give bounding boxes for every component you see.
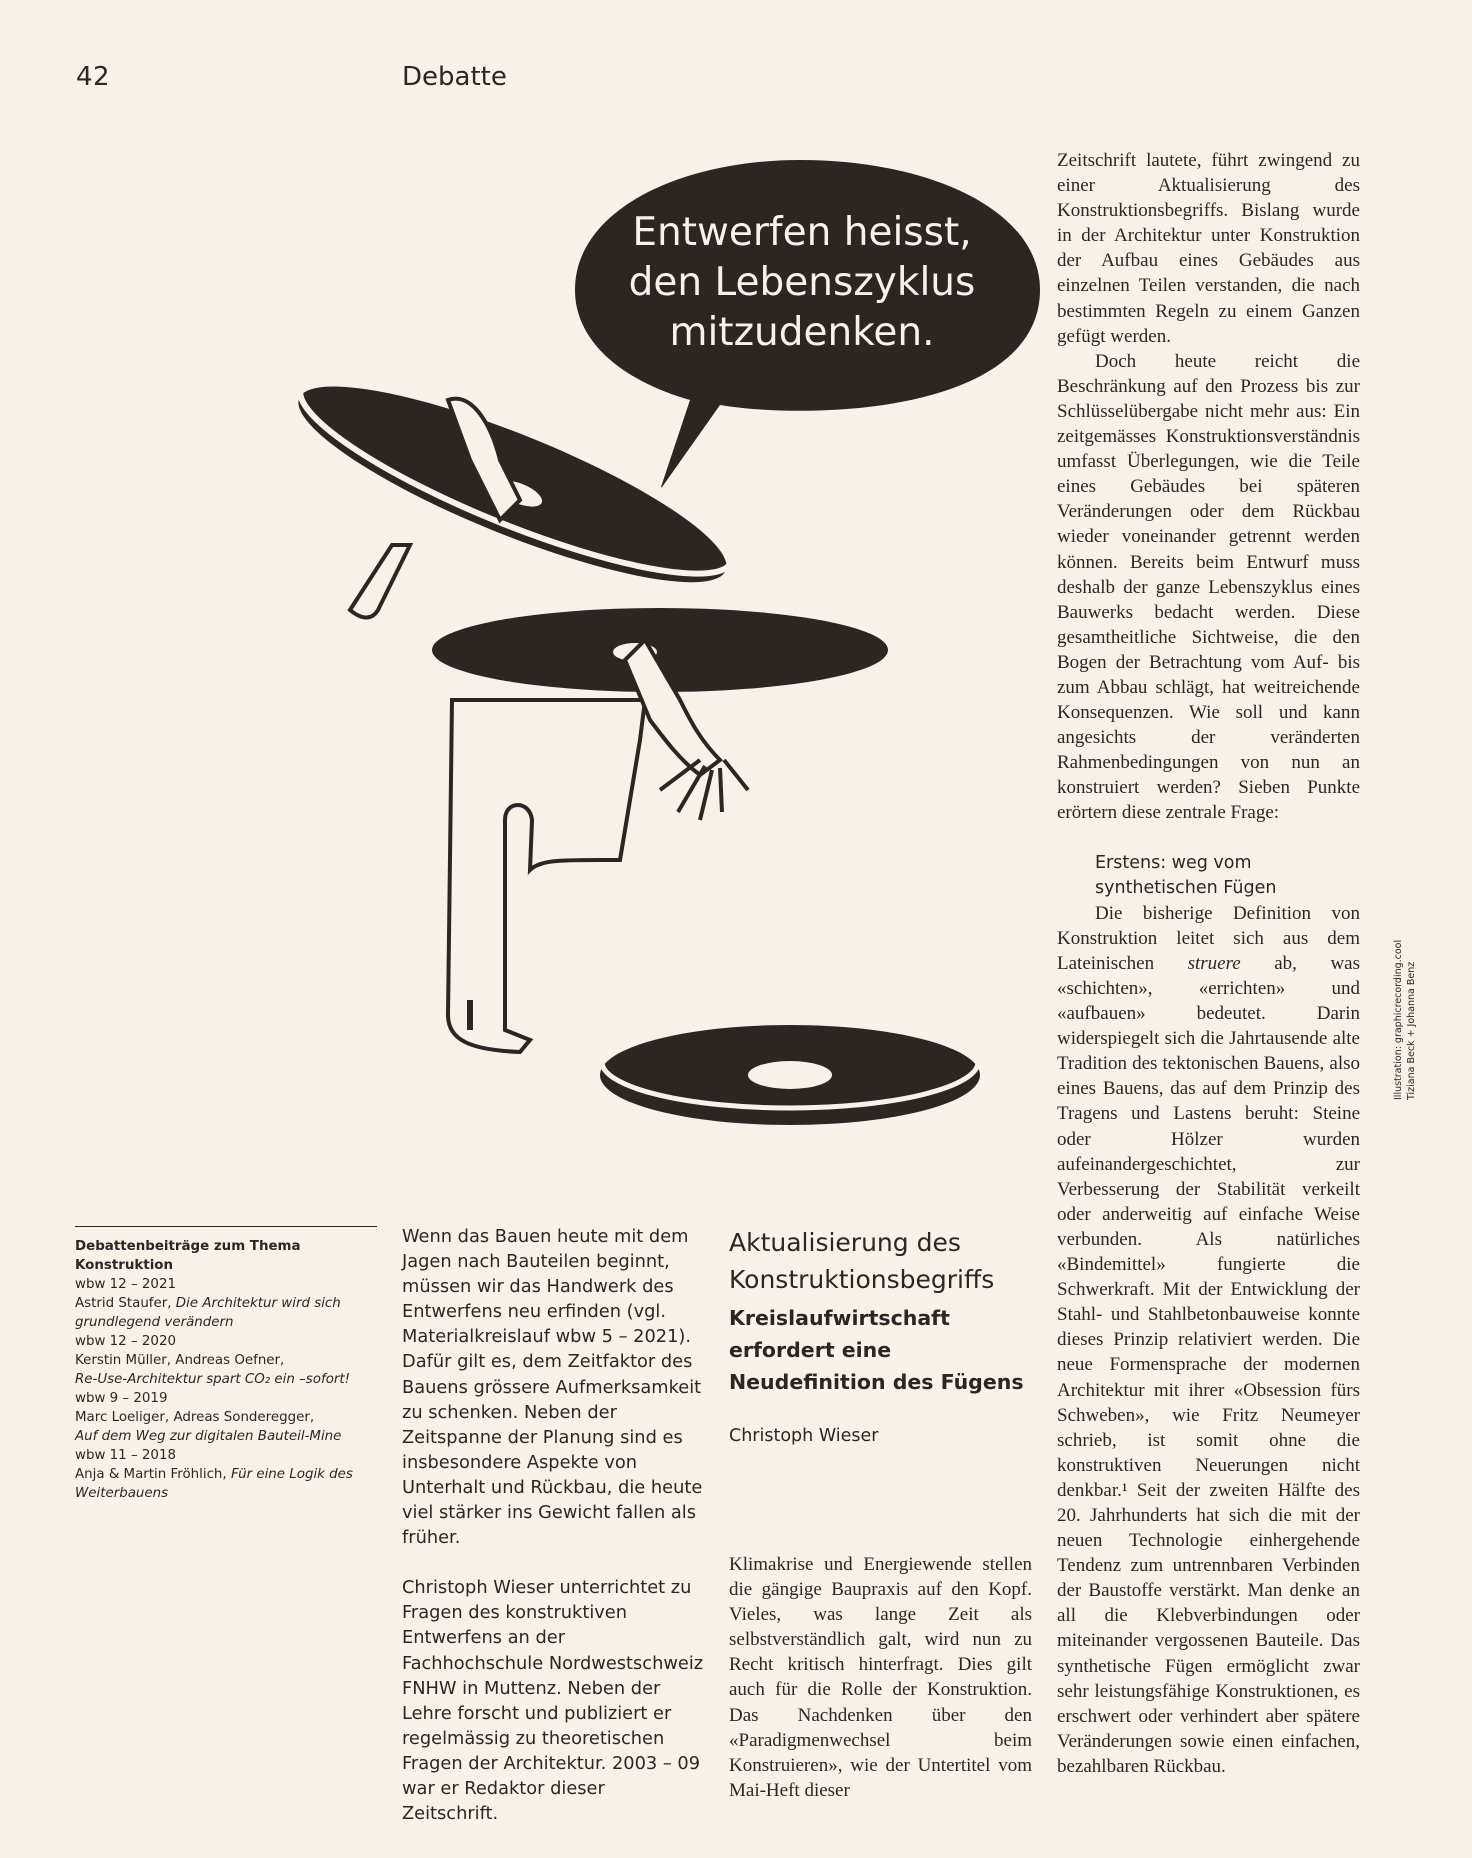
- reference-item: [75, 1275, 377, 1332]
- reference-item: [75, 1389, 377, 1446]
- subheading-line: Erstens: weg vom: [1095, 852, 1252, 873]
- page-number: 42: [76, 62, 111, 92]
- article-body-right: [1057, 148, 1360, 1779]
- reference-title: Re-Use-Architektur spart CO₂ ein –sofort!: [75, 1372, 351, 1387]
- article-title: Aktualisierung des Konstruktionsbegriffs: [729, 1228, 995, 1294]
- body-paragraph: [1057, 901, 1360, 1779]
- article-body-start: Klimakrise und Energiewende stellen die gängige Baupraxis auf den Kopf. Vieles, was lange Zeit als selbstverständlich galt, wird nun zu Recht kritisch hinterfragt. Dies gilt auch für die Rolle der Konstruktion. Das Nachdenken über den «Paradigmenwechsel beim Konstruieren», wie der Untertitel vom Mai-Heft dieser: [729, 1554, 1032, 1801]
- reference-title: Auf dem Weg zur digitalen Bauteil-Mine: [75, 1429, 342, 1444]
- reference-author: Astrid Staufer,: [75, 1296, 176, 1311]
- reference-issue: wbw 9 – 2019: [75, 1391, 168, 1406]
- references-heading: Debattenbeiträge zum Thema Konstruktion: [75, 1239, 301, 1273]
- speech-line: mitzudenken.: [669, 310, 935, 355]
- article-subtitle: Kreislaufwirtschaft erfordert eine Neudefinition des Fügens: [729, 1306, 1024, 1394]
- credit-line: Illustration: graphicrecording.cool: [1393, 939, 1404, 1100]
- illustration-credit: [1392, 840, 1418, 1100]
- references-box: [75, 1226, 377, 1503]
- reference-issue: wbw 11 – 2018: [75, 1448, 176, 1463]
- reference-item: [75, 1446, 377, 1503]
- latin-word: struere: [1187, 952, 1241, 974]
- speech-bubble-text: [582, 208, 1022, 358]
- body-paragraph: Doch heute reicht die Beschränkung auf den Prozess bis zur Schlüsselübergabe nicht mehr aus: Ein zeitgemässes Konstruktionsverständnis umfasst Überlegungen, wie die Teile eines Gebäudes bei späteren Veränderungen oder dem Rückbau wieder voneinander getrennt werden können. Bereits beim Entwurf muss deshalb der ganze Lebenszyklus eines Bauwerks bedacht werden. Diese gesamtheitliche Sichtweise, die den Bogen der Betrachtung vom Auf- bis zum Abbau schlägt, hat weitreichende Konsequenzen. Wie soll und kann angesichts der veränderten Rahmenbedingungen von nun an konstruiert werden? Sieben Punkte erörtern diese zentrale Frage:: [1057, 350, 1360, 824]
- reference-issue: wbw 12 – 2020: [75, 1334, 176, 1349]
- speech-line: den Lebenszyklus: [628, 260, 976, 305]
- section-title: Debatte: [402, 62, 507, 92]
- article-author: Christoph Wieser: [729, 1426, 879, 1446]
- subheading-line: synthetischen Fügen: [1095, 877, 1277, 898]
- reference-author: Marc Loeliger, Adreas Sonderegger,: [75, 1410, 315, 1425]
- reference-issue: wbw 12 – 2021: [75, 1277, 176, 1292]
- subheading: [1095, 851, 1360, 901]
- speech-line: Entwerfen heisst,: [632, 210, 972, 255]
- text-run: Die bisherige Definition von Konstruktion leitet sich aus dem Lateinischen: [1057, 902, 1360, 974]
- reference-author: Kerstin Müller, Andreas Oefner,: [75, 1353, 285, 1368]
- lead-column: [402, 1224, 705, 1826]
- author-bio: Christoph Wieser unterrichtet zu Fragen des konstruktiven Entwerfens an der Fachhochschule Nordwestschweiz FNHW in Muttenz. Neben der Lehre forscht und publiziert er regelmässig zu theoretischen Fragen der Architektur. 2003 – 09 war er Redaktor dieser Zeitschrift.: [402, 1577, 704, 1825]
- reference-title: Die Architektur wird sich grundlegend verändern: [75, 1296, 341, 1330]
- body-paragraph: Zeitschrift lautete, führt zwingend zu einer Aktualisierung des Konstruktionsbegriffs. Bislang wurde in der Architektur unter Konstruktion der Aufbau eines Gebäudes aus einzelnen Teilen verstanden, die nach bestimmten Regeln zu einem Ganzen gefügt werden.: [1057, 150, 1360, 347]
- reference-item: [75, 1332, 377, 1389]
- reference-author: Anja & Martin Fröhlich,: [75, 1467, 231, 1482]
- reference-title: Für eine Logik des Weiterbauens: [75, 1467, 353, 1501]
- article-header: [729, 1224, 1049, 1446]
- credit-line: Tiziana Beck + Johanna Benz: [1406, 961, 1417, 1100]
- text-run: ab, was «schichten», «errichten» und «aufbauen» bedeutet. Darin widerspiegelt sich die Jahrtausende alte Tradition des tektonischen Bauens, also eines Bauens, das auf dem Prinzip des Tragens und Lastens beruht: Steine oder Hölzer wurden aufeinandergeschichtet, zur Verbesserung der Stabilität verkeilt oder anderweitig auf einfache Weise verbunden. Als natürliches «Bindemittel» fungierte die Schwerkraft. Mit der Entwicklung der Stahl- und Stahlbetonbauweise konnte dieses Prinzip relativiert werden. Die neue Formensprache der modernen Architektur mit ihrer «Obsession fürs Schweben», wie Fritz Neumeyer schrieb, ist somit ohne die konstruktiven Neuerungen nicht denkbar.¹ Seit der zweiten Hälfte des 20. Jahrhunderts hat sich die mit der neuen Technologie einhergehende Tendenz zum untrennbaren Verbinden der Baustoffe verstärkt. Man denke an all die Klebverbindungen oder miteinander vergossenen Bauteile. Das synthetische Fügen ermöglicht zwar sehr leistungsfähige Konstruktionen, es erschwert oder verhindert aber spätere Veränderungen sowie einen einfachen, bezahlbaren Rückbau.: [1057, 952, 1360, 1777]
- figure-body: [448, 700, 645, 1052]
- lead-text: Wenn das Bauen heute mit dem Jagen nach Bauteilen beginnt, müssen wir das Handwerk des Entwerfens neu erfinden (vgl. Materialkreislauf wbw 5 – 2021). Dafür gilt es, dem Zeitfaktor des Bauens grössere Aufmerksamkeit zu schenken. Neben der Zeitspanne der Planung sind es insbesondere Aspekte von Unterhalt und Rückbau, die heute viel stärker ins Gewicht fallen als früher.: [402, 1226, 703, 1549]
